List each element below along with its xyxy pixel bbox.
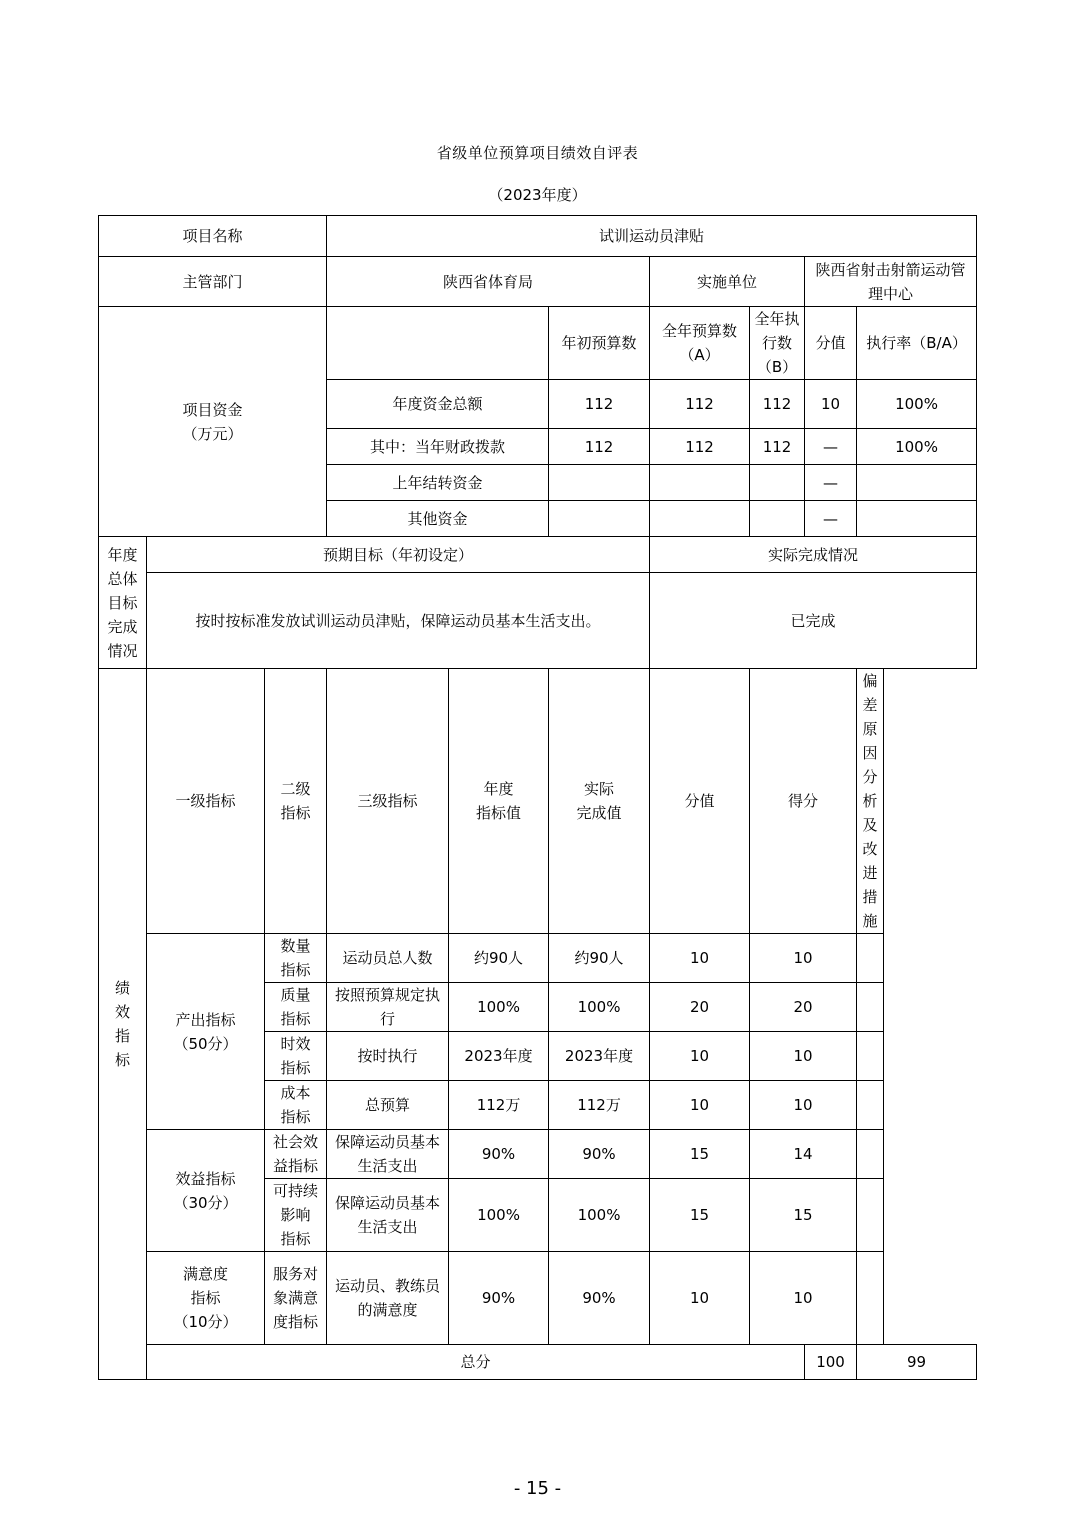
funds-row-annual	[650, 465, 750, 501]
project-name-value: 试训运动员津贴	[327, 216, 977, 257]
goal-expected-label: 预期目标（年初设定）	[147, 537, 650, 573]
perf-deviation	[857, 1179, 884, 1252]
total-label: 总分	[147, 1345, 805, 1380]
perf-deviation	[857, 1081, 884, 1130]
goal-side-line: 年度	[107, 545, 138, 564]
perf-group-line: 指标	[190, 1289, 221, 1307]
perf-score: 10	[750, 1081, 857, 1130]
perf-level2-line: 指标	[280, 1010, 311, 1028]
perf-header-level2-line: 指标	[280, 804, 311, 822]
perf-target: 112万	[449, 1081, 549, 1130]
perf-level2	[265, 983, 327, 1032]
goal-side-line: 情况	[107, 641, 138, 660]
perf-header-level2-line: 二级	[280, 780, 311, 798]
funds-row-annual: 112	[650, 429, 750, 465]
perf-score: 10	[750, 1032, 857, 1081]
perf-level3: 按照预算规定执行	[327, 983, 449, 1032]
funds-row-score-value: —	[805, 501, 857, 537]
goal-side-line: 总体	[107, 569, 138, 588]
perf-level2-line: 可持续	[273, 1182, 319, 1200]
perf-group-line: （30分）	[173, 1193, 238, 1212]
perf-level2-line: 数量	[280, 937, 311, 955]
perf-level2	[265, 1032, 327, 1081]
total-score: 99	[857, 1345, 977, 1380]
funds-row-name: 年度资金总额	[327, 380, 549, 429]
perf-score-value: 10	[650, 934, 750, 983]
perf-header-score: 得分	[750, 669, 857, 934]
funds-row-exec: 112	[750, 429, 805, 465]
perf-actual: 100%	[549, 983, 650, 1032]
perf-score-value: 10	[650, 1032, 750, 1081]
perf-group-output	[147, 934, 265, 1130]
funds-row-annual: 112	[650, 380, 750, 429]
perf-group-line: （10分）	[173, 1313, 238, 1331]
perf-deviation	[857, 934, 884, 983]
funds-row-score-value: 10	[805, 380, 857, 429]
perf-deviation	[857, 983, 884, 1032]
perf-score-value: 10	[650, 1081, 750, 1130]
funds-row-rate: 100%	[857, 429, 977, 465]
year-subtitle: （2023年度）	[488, 186, 587, 204]
perf-score: 14	[750, 1130, 857, 1179]
project-name-label: 项目名称	[99, 216, 327, 257]
goal-side-line: 完成	[107, 617, 138, 636]
perf-row	[99, 934, 977, 983]
dept-value: 陕西省体育局	[327, 257, 650, 307]
department-row	[99, 257, 977, 307]
goal-side-label	[99, 537, 147, 669]
perf-level2-line: 度指标	[273, 1313, 319, 1331]
funds-header-rate: 执行率（B/A）	[857, 307, 977, 380]
funds-header-blank	[327, 307, 549, 380]
perf-row	[99, 1130, 977, 1179]
goal-actual-label: 实际完成情况	[650, 537, 977, 573]
perf-score: 10	[750, 1252, 857, 1345]
perf-level2-line: 成本	[280, 1084, 311, 1102]
perf-level2	[265, 1179, 327, 1252]
perf-level3: 保障运动员基本生活支出	[327, 1130, 449, 1179]
perf-header-row	[99, 669, 977, 934]
perf-level3: 运动员总人数	[327, 934, 449, 983]
funds-row-annual	[650, 501, 750, 537]
funds-row-name: 其中：当年财政拨款	[327, 429, 549, 465]
dept-label: 主管部门	[99, 257, 327, 307]
goal-expected-text: 按时按标准发放试训运动员津贴，保障运动员基本生活支出。	[147, 573, 650, 669]
perf-header-actual-line: 完成值	[576, 804, 622, 822]
funds-row-name: 其他资金	[327, 501, 549, 537]
funds-label-line2: （万元）	[182, 424, 243, 443]
funds-row-rate	[857, 501, 977, 537]
perf-header-deviation	[857, 669, 884, 934]
funds-header-annual: 全年预算数（A）	[650, 307, 750, 380]
perf-level2	[265, 1081, 327, 1130]
perf-actual: 约90人	[549, 934, 650, 983]
perf-score-value: 15	[650, 1130, 750, 1179]
funds-row-exec: 112	[750, 380, 805, 429]
funds-row-initial: 112	[549, 429, 650, 465]
perf-score-value: 15	[650, 1179, 750, 1252]
funds-row-score-value: —	[805, 429, 857, 465]
funds-label-line1: 项目资金	[182, 400, 243, 419]
perf-target: 100%	[449, 983, 549, 1032]
evaluation-table	[98, 215, 977, 1380]
perf-score: 15	[750, 1179, 857, 1252]
funds-row-exec	[750, 465, 805, 501]
funds-row-score-value: —	[805, 465, 857, 501]
funds-row-name: 上年结转资金	[327, 465, 549, 501]
total-row	[99, 1345, 977, 1380]
perf-deviation	[857, 1252, 884, 1345]
perf-actual: 90%	[549, 1130, 650, 1179]
perf-header-deviation-line: 偏差原因分析	[862, 672, 878, 810]
perf-actual: 2023年度	[549, 1032, 650, 1081]
page-title: 省级单位预算项目绩效自评表	[436, 144, 639, 162]
perf-level2-line: 象满意	[273, 1289, 319, 1307]
perf-group-benefit	[147, 1130, 265, 1252]
funds-row-rate: 100%	[857, 380, 977, 429]
perf-deviation	[857, 1130, 884, 1179]
goal-actual-text: 已完成	[650, 573, 977, 669]
perf-group-satisfaction	[147, 1252, 265, 1345]
funds-row-initial	[549, 465, 650, 501]
perf-level2-line: 影响	[280, 1206, 311, 1224]
perf-actual: 112万	[549, 1081, 650, 1130]
perf-level2-line: 指标	[280, 1059, 311, 1077]
perf-header-level3: 三级指标	[327, 669, 449, 934]
perf-level2-line: 指标	[280, 961, 311, 979]
perf-level2-line: 社会效	[273, 1133, 319, 1151]
perf-score-value: 20	[650, 983, 750, 1032]
perf-header-actual-line: 实际	[584, 780, 615, 798]
perf-target: 2023年度	[449, 1032, 549, 1081]
perf-side-line: 指	[114, 1027, 130, 1045]
goal-header-row	[99, 537, 977, 573]
goal-side-line: 目标	[107, 593, 138, 612]
funds-row-initial: 112	[549, 380, 650, 429]
perf-side-line: 效	[114, 1003, 130, 1021]
funds-row-initial	[549, 501, 650, 537]
perf-group-line: （50分）	[173, 1034, 238, 1053]
perf-target: 90%	[449, 1252, 549, 1345]
perf-side-label	[99, 669, 147, 1380]
funds-label	[99, 307, 327, 537]
perf-target: 100%	[449, 1179, 549, 1252]
perf-score: 20	[750, 983, 857, 1032]
total-score-value: 100	[805, 1345, 857, 1380]
funds-row-exec	[750, 501, 805, 537]
perf-level3: 运动员、教练员的满意度	[327, 1252, 449, 1345]
perf-level3: 总预算	[327, 1081, 449, 1130]
perf-actual: 90%	[549, 1252, 650, 1345]
perf-level2-line: 益指标	[273, 1157, 319, 1175]
perf-score-value: 10	[650, 1252, 750, 1345]
perf-group-line: 满意度	[182, 1265, 228, 1283]
perf-level2-line: 服务对	[273, 1265, 319, 1283]
perf-group-line: 效益指标	[175, 1169, 236, 1188]
perf-header-deviation-line: 及改进措施	[862, 816, 878, 930]
funds-header-initial: 年初预算数	[549, 307, 650, 380]
perf-header-target-line: 年度	[483, 780, 514, 798]
perf-target: 90%	[449, 1130, 549, 1179]
goal-content-row	[99, 573, 977, 669]
perf-row	[99, 1252, 977, 1345]
perf-target: 约90人	[449, 934, 549, 983]
perf-score: 10	[750, 934, 857, 983]
perf-level2-line: 指标	[280, 1230, 311, 1248]
perf-level2-line: 时效	[280, 1035, 311, 1053]
perf-level3: 按时执行	[327, 1032, 449, 1081]
perf-level2	[265, 934, 327, 983]
perf-side-line: 标	[114, 1051, 130, 1069]
perf-header-actual	[549, 669, 650, 934]
perf-level2	[265, 1130, 327, 1179]
perf-level2-line: 指标	[280, 1108, 311, 1126]
perf-level2	[265, 1252, 327, 1345]
perf-deviation	[857, 1032, 884, 1081]
perf-header-level2	[265, 669, 327, 934]
project-name-row	[99, 216, 977, 257]
perf-header-target-line: 指标值	[476, 804, 522, 822]
perf-actual: 100%	[549, 1179, 650, 1252]
impl-value: 陕西省射击射箭运动管理中心	[805, 257, 977, 307]
perf-level3: 保障运动员基本生活支出	[327, 1179, 449, 1252]
perf-header-score-value: 分值	[650, 669, 750, 934]
funds-row-rate	[857, 465, 977, 501]
impl-label: 实施单位	[650, 257, 805, 307]
perf-header-target	[449, 669, 549, 934]
funds-header-exec: 全年执行数（B）	[750, 307, 805, 380]
funds-header-row	[99, 307, 977, 380]
perf-group-line: 产出指标	[175, 1010, 236, 1029]
page-number: - 15 -	[513, 1478, 562, 1499]
perf-side-line: 绩	[114, 979, 130, 997]
perf-level2-line: 质量	[280, 986, 311, 1004]
perf-header-level1: 一级指标	[147, 669, 265, 934]
funds-header-score-value: 分值	[805, 307, 857, 380]
